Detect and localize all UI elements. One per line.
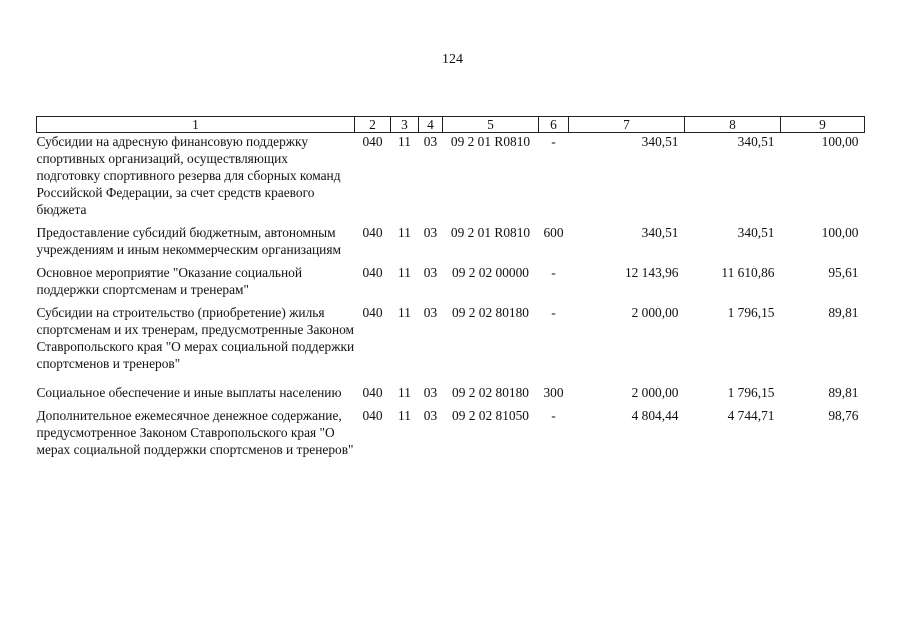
cell-percent: 98,76 (828, 408, 859, 423)
cell-planned: 340,51 (641, 225, 679, 240)
header-col-1: 1 (37, 117, 355, 133)
cell-section: 11 (398, 134, 411, 149)
header-col-4: 4 (419, 117, 443, 133)
header-col-2: 2 (355, 117, 391, 133)
cell-subsection: 03 (423, 385, 438, 400)
table-row (37, 384, 865, 407)
cell-expense-type: - (551, 265, 556, 280)
row-name: Субсидии на адресную финансовую поддержку спортивных организаций, осуществляющих подготовку спортивного резерва для сборных команд Российской Федерации, за счет средств краевого бюджета (36, 134, 341, 217)
cell-gov-code: 040 (362, 408, 383, 423)
cell-executed: 340,51 (737, 225, 775, 240)
cell-percent: 89,81 (828, 305, 859, 320)
cell-section: 11 (398, 385, 411, 400)
cell-executed: 1 796,15 (727, 385, 775, 400)
cell-expense-type: 600 (543, 225, 564, 240)
cell-section: 11 (398, 408, 411, 423)
cell-executed: 1 796,15 (727, 305, 775, 320)
row-name: Субсидии на строительство (приобретение) жилья спортсменам и их тренерам, предусмотренные Законом Ставропольского края "О мерах социальной поддержки спортсменов и тренеров" (36, 305, 355, 371)
cell-expense-type: - (551, 305, 556, 320)
header-row (37, 117, 865, 133)
cell-section: 11 (398, 305, 411, 320)
cell-planned: 340,51 (641, 134, 679, 149)
cell-percent: 100,00 (821, 134, 859, 149)
cell-target-article: 09 2 02 80180 (452, 305, 529, 320)
cell-target-article: 09 2 01 R0810 (450, 134, 531, 149)
row-name: Дополнительное ежемесячное денежное содержание, предусмотренное Законом Ставропольского края "О мерах социальной поддержки спортсменов и тренеров" (36, 408, 354, 457)
table-row (37, 224, 865, 264)
row-name: Предоставление субсидий бюджетным, автономным учреждениям и иным некоммерческим организациям (36, 225, 341, 257)
cell-planned: 2 000,00 (631, 305, 679, 320)
cell-target-article: 09 2 02 80180 (452, 385, 529, 400)
cell-target-article: 09 2 02 81050 (452, 408, 529, 423)
cell-gov-code: 040 (362, 305, 383, 320)
cell-executed: 340,51 (737, 134, 775, 149)
cell-subsection: 03 (423, 408, 438, 423)
row-name: Основное мероприятие "Оказание социальной поддержки спортсменам и тренерам" (36, 265, 303, 297)
budget-table (36, 116, 865, 464)
cell-planned: 4 804,44 (631, 408, 679, 423)
cell-subsection: 03 (423, 265, 438, 280)
cell-section: 11 (398, 225, 411, 240)
header-col-3: 3 (391, 117, 419, 133)
header-col-8: 8 (685, 117, 781, 133)
table-row (37, 264, 865, 304)
cell-subsection: 03 (423, 225, 438, 240)
table-row (37, 407, 865, 464)
cell-target-article: 09 2 02 00000 (452, 265, 529, 280)
cell-planned: 2 000,00 (631, 385, 679, 400)
cell-executed: 11 610,86 (721, 265, 775, 280)
table-row (37, 133, 865, 225)
page-number: 124 (442, 52, 463, 67)
cell-expense-type: - (551, 408, 556, 423)
cell-gov-code: 040 (362, 385, 383, 400)
cell-percent: 100,00 (821, 225, 859, 240)
cell-gov-code: 040 (362, 134, 383, 149)
cell-subsection: 03 (423, 305, 438, 320)
cell-subsection: 03 (423, 134, 438, 149)
cell-percent: 89,81 (828, 385, 859, 400)
row-name: Социальное обеспечение и иные выплаты населению (36, 385, 342, 400)
header-col-5: 5 (443, 117, 539, 133)
cell-planned: 12 143,96 (624, 265, 679, 280)
cell-percent: 95,61 (828, 265, 859, 280)
cell-executed: 4 744,71 (727, 408, 775, 423)
header-col-7: 7 (569, 117, 685, 133)
cell-target-article: 09 2 01 R0810 (450, 225, 531, 240)
table-row (37, 304, 865, 384)
cell-expense-type: - (551, 134, 556, 149)
cell-gov-code: 040 (362, 265, 383, 280)
header-col-9: 9 (781, 117, 865, 133)
header-col-6: 6 (539, 117, 569, 133)
cell-expense-type: 300 (543, 385, 564, 400)
cell-gov-code: 040 (362, 225, 383, 240)
cell-section: 11 (398, 265, 411, 280)
